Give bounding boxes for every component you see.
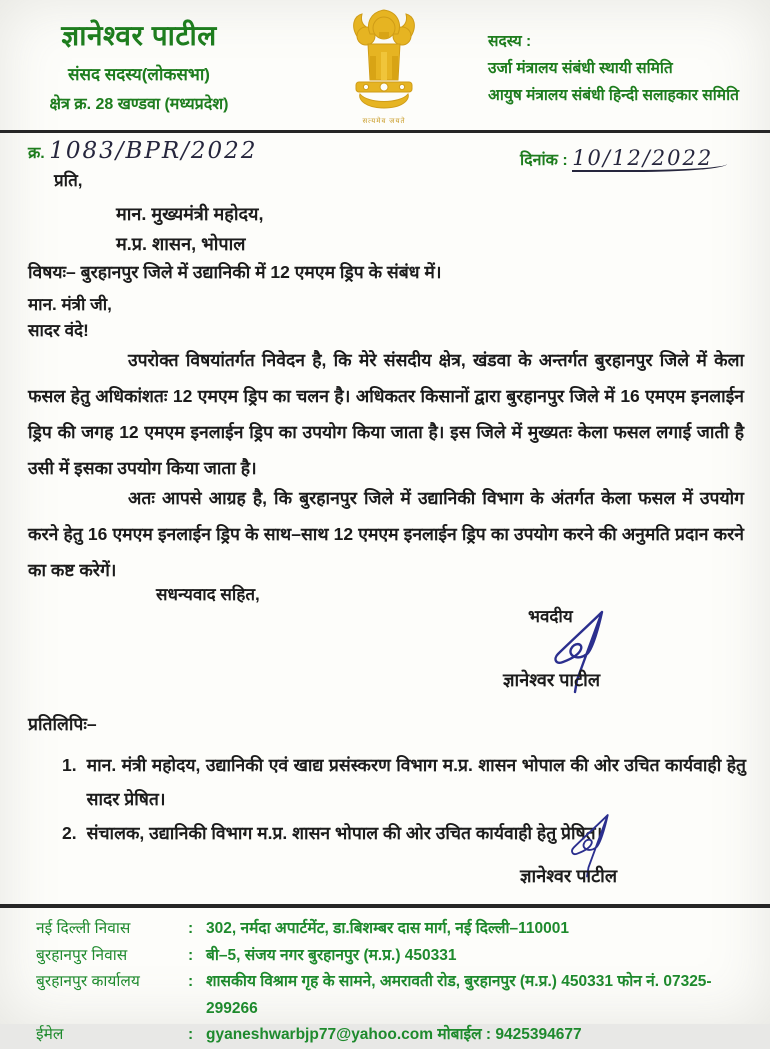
copies-signatory-name: ज्ञानेश्वर पाटील [520, 866, 618, 886]
date-handwritten: 10/12/2022 [572, 146, 727, 172]
greeting-line-1: मान. मंत्री जी, [28, 295, 112, 314]
thanks-line: सधन्यवाद सहित, [156, 585, 260, 604]
footer-row-delhi-residence [36, 916, 752, 943]
footer-value: 302, नर्मदा अपार्टमेंट, डा.बिशम्बर दास मार्ग, नई दिल्ली–110001 [206, 920, 570, 937]
copies-list [62, 748, 746, 850]
national-emblem-block [334, 6, 434, 132]
footer-address-block [36, 916, 752, 1049]
recipient-to-word: प्रति, [54, 171, 83, 190]
footer-email-value: gyaneshwarbjp77@yahoo.com मोबाईल : 9425394677 [206, 1026, 582, 1043]
date-label: दिनांक : [520, 152, 568, 169]
footer-label: नई दिल्ली निवास [36, 920, 131, 937]
letterhead-left-block [14, 16, 264, 114]
footer-colon: : [188, 1026, 194, 1043]
membership-line-2: आयुष मंत्रालय संबंधी हिन्दी सलाहकार समिति [488, 87, 739, 104]
subject-line: विषयः– बुरहानपुर जिले में उद्यानिकी में 12 एमएम ड्रिप के संबंध में। [28, 262, 442, 282]
footer-colon: : [188, 946, 194, 964]
footer-value: बी–5, संजय नगर बुरहानपुर (म.प्र.) 450331 [206, 946, 457, 964]
copies-item-2 [62, 816, 746, 850]
closing-word: भवदीय [528, 607, 573, 626]
footer-row-burhanpur-residence [36, 943, 752, 970]
reference-number [28, 138, 257, 164]
footer-value: शासकीय विश्राम गृह के सामने, अमरावती रोड, बुरहानपुर (म.प्र.) 450331 फोन नं. 07325-299266 [206, 973, 712, 1017]
membership-line-1: उर्जा मंत्रालय संबंधी स्थायी समिति [488, 60, 673, 77]
greeting-line-2: सादर वंदे! [28, 321, 89, 340]
copies-item-1-number: 1. [62, 755, 77, 775]
header-divider [0, 130, 770, 133]
copies-item-1-text: मान. मंत्री महोदय, उद्यानिकी एवं खाद्य प्रसंस्करण विभाग म.प्र. शासन भोपाल की ओर उचित कार्यवाही हेतु सादर प्रेषित। [86, 755, 746, 809]
ashoka-emblem-icon [340, 6, 428, 114]
reference-number-handwritten: 1083/BPR/2022 [49, 138, 258, 164]
copies-item-2-text: संचालक, उद्यानिकी विभाग म.प्र. शासन भोपाल की ओर उचित कार्यवाही हेतु प्रेषित। [86, 823, 603, 843]
footer-label: ईमेल [36, 1026, 64, 1043]
copies-item-1 [62, 748, 746, 816]
recipient-line-2: म.प्र. शासन, भोपाल [116, 234, 246, 254]
emblem-motto: सत्यमेव जयते [362, 118, 406, 125]
copies-heading: प्रतिलिपिः– [28, 714, 97, 734]
footer-label: बुरहानपुर निवास [36, 946, 128, 964]
body-paragraph-1: उपरोक्त विषयांतर्गत निवेदन है, कि मेरे संसदीय क्षेत्र, खंडवा के अन्तर्गत बुरहानपुर जिले में केला फसल हेतु अधिकांशतः 12 एमएम ड्रिप का चलन है। अधिकतर किसानों द्वारा बुरहानपुर जिले में 16 एमएम इनलाईन ड्रिप की जगह 12 एमएम इनलाईन ड्रिप का उपयोग किया जाता है। इस जिले में मुख्यतः केला फसल लगाई जाती है उसी में इसका उपयोग किया जाता है। [28, 350, 744, 478]
sender-constituency: क्षेत्र क्र. 28 खण्डवा (मध्यप्रदेश) [49, 96, 229, 113]
letter-date [520, 146, 727, 170]
signatory-name: ज्ञानेश्वर पाटील [503, 670, 601, 690]
letterhead-right-block [488, 28, 762, 109]
body-paragraph-2: अतः आपसे आग्रह है, कि बुरहानपुर जिले में उद्यानिकी विभाग के अंतर्गत केला फसल में उपयोग करने हेतु 16 एमएम इनलाईन ड्रिप के साथ–साथ 12 एमएम इनलाईन ड्रिप का उपयोग करने की अनुमति प्रदान करने का कष्ट करेगें। [28, 488, 744, 580]
footer-row-email [36, 1022, 752, 1049]
recipient-line-1: मान. मुख्यमंत्री महोदय, [116, 204, 264, 224]
copies-item-2-number: 2. [62, 823, 77, 843]
sender-name: ज्ञानेश्वर पाटील [61, 20, 217, 51]
footer-row-burhanpur-office [36, 969, 752, 1022]
footer-colon: : [188, 973, 194, 990]
sender-designation: संसद सदस्य(लोकसभा) [68, 65, 210, 84]
member-heading: सदस्य : [488, 33, 532, 50]
reference-number-label: क्र. [28, 145, 45, 162]
footer-label: बुरहानपुर कार्यालय [36, 973, 140, 990]
footer-divider [0, 904, 770, 908]
footer-colon: : [188, 920, 194, 937]
